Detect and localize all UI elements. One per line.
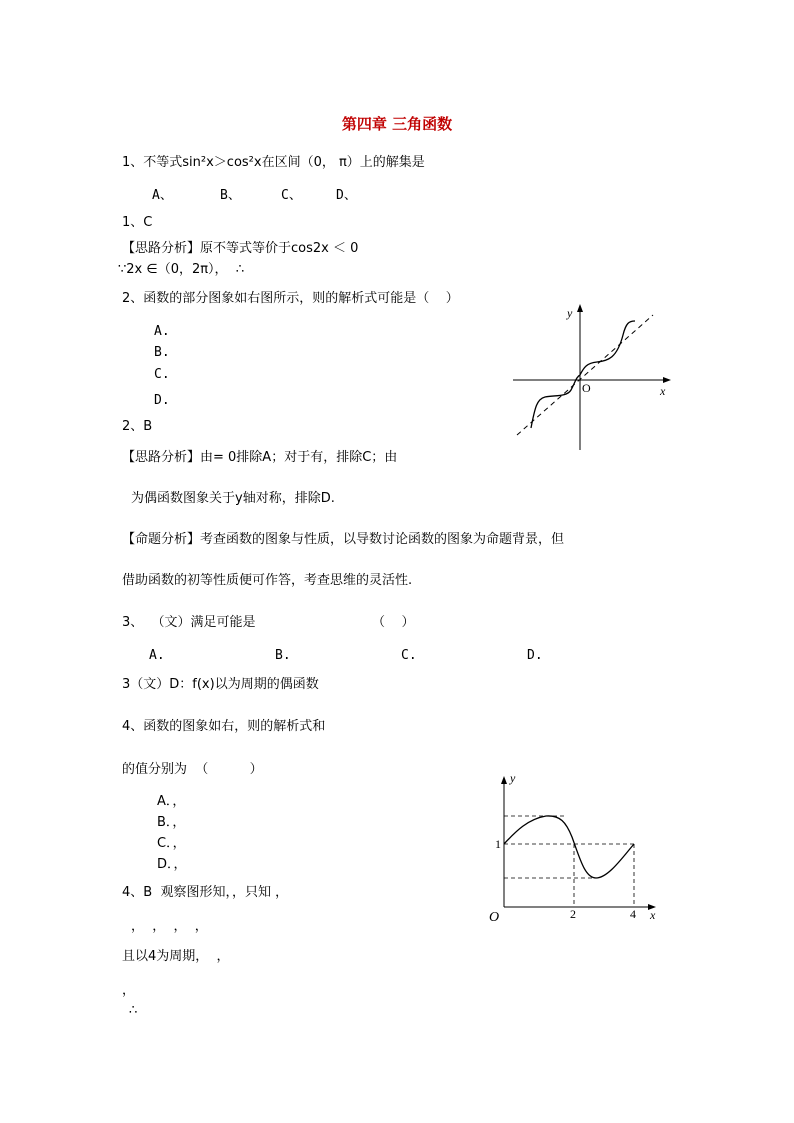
q2-x-label: x (660, 384, 666, 398)
q2-function-curve (531, 321, 635, 428)
q4-option-d: D．， (157, 857, 187, 872)
q4-answer-line-4: ， (122, 983, 136, 998)
q1-answer: 1、C (122, 215, 153, 230)
q4-answer: 4、B 观察图形知，，只知 ， (122, 885, 289, 900)
q4-origin-label: O (489, 910, 500, 925)
q1-option-c: C、 (281, 188, 302, 203)
q4-x-label: x (650, 908, 656, 922)
q3-option-b: B. (275, 648, 291, 663)
q4-tick-4: 4 (630, 907, 636, 921)
q3-answer-paren: （ ） (372, 615, 415, 630)
q2-option-b: B. (154, 345, 170, 360)
q4-answer-line-3: 且以4为周期， ， (122, 949, 230, 964)
q4-stem-2: 的值分别为 （ ） (122, 762, 263, 777)
q2-y-arrow (577, 304, 583, 312)
q1-option-d: D、 (336, 188, 357, 203)
q3-option-c: C. (401, 648, 417, 663)
q2-answer: 2、B (122, 419, 153, 434)
q3-option-d: D. (527, 648, 543, 663)
q4-tick-2: 2 (570, 907, 576, 921)
q1-option-a: A、 (152, 188, 173, 203)
q4-option-c: C．， (157, 836, 186, 851)
q2-x-arrow (663, 377, 671, 383)
chapter-title: 第四章 三角函数 (341, 115, 453, 133)
q4-answer-line-2: ， ， ， ， (131, 919, 208, 934)
q2-analysis-2: 为偶函数图象关于y轴对称，排除D. (131, 491, 335, 506)
q4-stem-1: 4、函数的图象如右，则的解析式和 (122, 719, 326, 734)
q1-stem: 1、不等式sin²x＞cos²x在区间（0， π）上的解集是 (122, 155, 425, 170)
q4-function-curve (504, 816, 634, 878)
q3-stem: 3、 （文）满足可能是 (122, 615, 256, 630)
q2-asymptote-line (517, 315, 653, 435)
q2-comment-1: 【命题分析】考查函数的图象与性质，以导数讨论函数的图象为命题背景，但 (122, 532, 565, 547)
q2-y-label: y (567, 306, 573, 320)
q1-step: ∵2x ∈（0，2π）， ∴ (118, 262, 245, 277)
q3-answer: 3（文）D：f(x)以为周期的偶函数 (122, 677, 319, 692)
q4-function-graph (480, 765, 670, 925)
q1-option-b: B、 (220, 188, 241, 203)
q1-analysis: 【思路分析】原不等式等价于cos2x ＜ 0 (122, 241, 359, 256)
q2-stem: 2、函数的部分图象如右图所示，则的解析式可能是（ ） (122, 291, 459, 306)
q2-option-d: D. (154, 393, 170, 408)
q4-y-arrow (501, 776, 507, 784)
q4-tick-1: 1 (495, 837, 501, 851)
q2-origin-label: O (582, 381, 591, 395)
q4-option-a: A．， (157, 794, 186, 809)
q2-option-a: A. (154, 324, 170, 339)
q3-option-a: A. (149, 648, 165, 663)
q4-y-label: y (510, 771, 516, 785)
q4-answer-line-5: ∴ (129, 1003, 138, 1018)
q4-option-b: B．， (157, 815, 186, 830)
q2-analysis-1: 【思路分析】由= 0排除A；对于有，排除C；由 (122, 450, 398, 465)
q2-option-c: C. (154, 367, 170, 382)
q2-comment-2: 借助函数的初等性质便可作答，考查思维的灵活性. (122, 573, 413, 588)
q2-function-graph (505, 295, 680, 455)
